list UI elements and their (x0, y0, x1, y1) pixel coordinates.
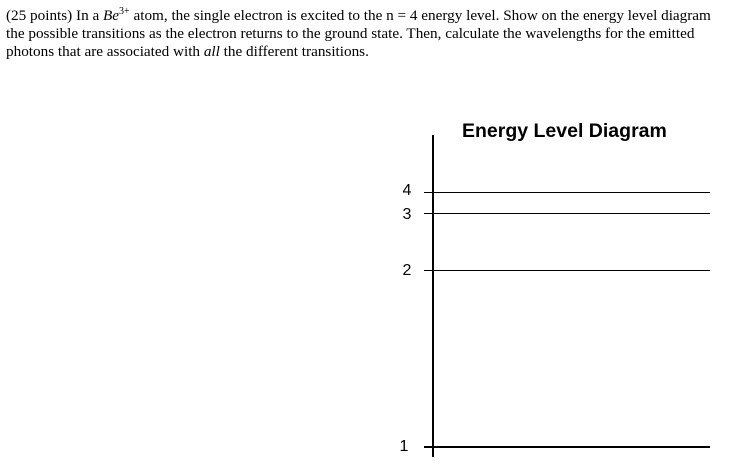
ion-symbol: Be (103, 7, 120, 24)
ion-charge: 3+ (119, 6, 130, 17)
energy-axis (432, 135, 434, 457)
diagram-title: Energy Level Diagram (462, 120, 667, 142)
question-lead: (25 points) In a (6, 7, 104, 24)
energy-level-2-line (424, 270, 710, 271)
energy-level-3-label: 3 (402, 206, 412, 223)
question-text (6, 7, 730, 61)
question-emphasis: all (203, 43, 220, 60)
energy-level-4-line (424, 192, 710, 193)
energy-level-2-label: 2 (402, 262, 412, 279)
question-middle: atom, the single electron is excited to the n = 4 energy level. Show on the energy level diagram the possible transitions as the electron returns to the ground state. Then, calculate the wavelengths for the emitted photons that are associated with (6, 7, 711, 60)
energy-level-1-line (424, 446, 710, 448)
energy-level-3-line (424, 213, 710, 214)
energy-level-1-label: 1 (399, 438, 409, 455)
energy-level-4-label: 4 (402, 182, 412, 199)
question-tail: the different transitions. (219, 43, 369, 60)
